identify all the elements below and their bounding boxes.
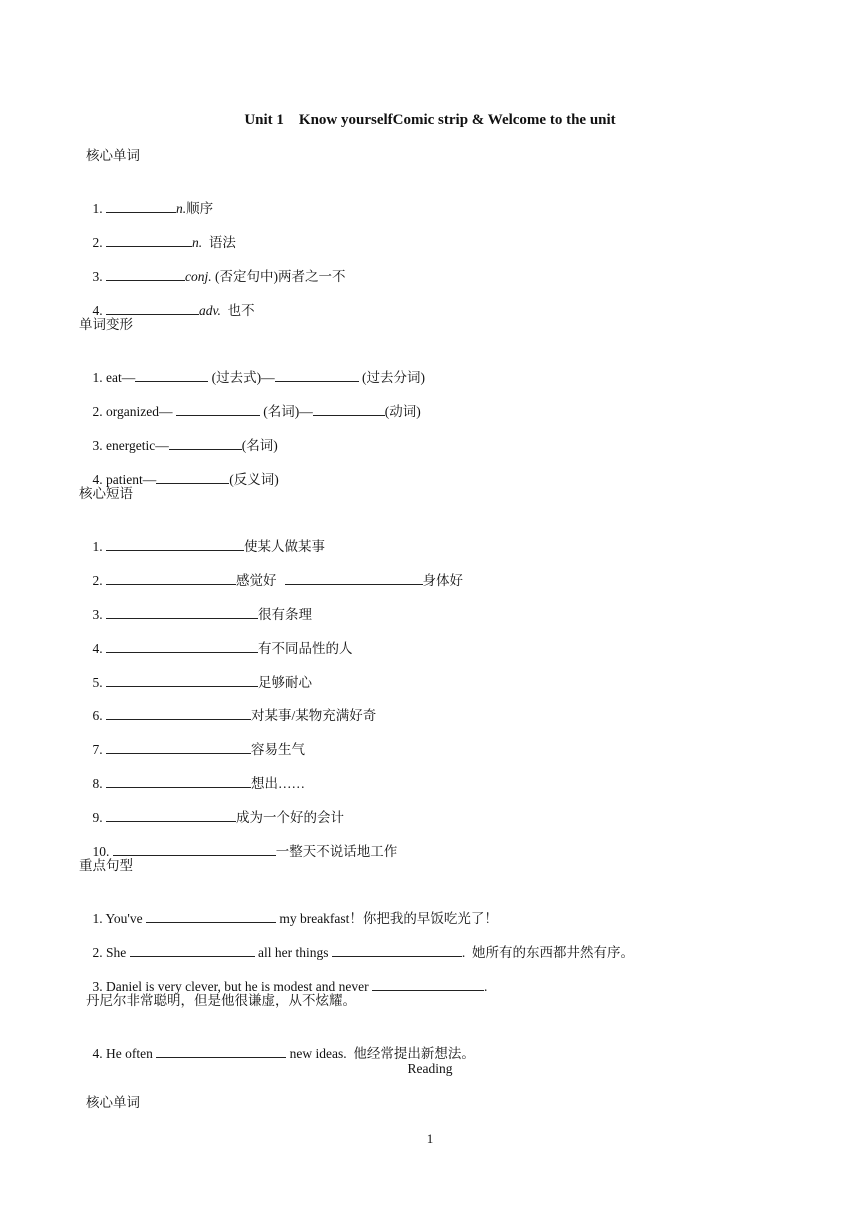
item-text: (过去分词) xyxy=(358,370,425,385)
part-of-speech: n. xyxy=(192,235,203,250)
item-text: (反义词) xyxy=(229,472,279,487)
part-of-speech: adv. xyxy=(199,303,221,318)
chinese-meaning: (否定句中)两者之一不 xyxy=(211,269,346,284)
item-number: 4. xyxy=(92,303,106,318)
item-number: 5. xyxy=(92,675,106,690)
chinese-meaning: 语法 xyxy=(202,235,236,250)
list-item xyxy=(79,756,305,791)
answer-blank[interactable] xyxy=(106,233,192,247)
answer-blank[interactable] xyxy=(106,199,176,213)
answer-blank[interactable] xyxy=(106,808,236,822)
item-text: my breakfast！你把我的早饭吃光了！ xyxy=(275,911,498,926)
answer-blank[interactable] xyxy=(169,436,242,450)
item-number: 10. xyxy=(92,844,113,859)
item-number: 1. xyxy=(92,539,106,554)
list-item xyxy=(79,384,421,419)
item-text: 1. eat— xyxy=(92,370,136,385)
item-number: 4. xyxy=(92,641,106,656)
answer-blank[interactable] xyxy=(135,368,208,382)
item-text: all her things xyxy=(254,945,332,960)
list-item xyxy=(79,688,377,723)
section-heading-key-sentences: 重点句型 xyxy=(79,858,133,873)
list-item xyxy=(79,959,488,994)
list-item xyxy=(79,249,346,284)
part-of-speech: n. xyxy=(176,201,187,216)
chinese-meaning: 顺序 xyxy=(186,201,214,216)
item-text: 1. You've xyxy=(92,911,146,926)
item-text: (名词)— xyxy=(259,404,313,419)
list-item xyxy=(79,655,312,690)
list-item xyxy=(79,418,278,453)
answer-blank[interactable] xyxy=(332,943,462,957)
item-text: (名词) xyxy=(241,438,278,453)
item-text: (动词) xyxy=(384,404,421,419)
item-text: 3. energetic— xyxy=(92,438,169,453)
list-item xyxy=(79,621,353,656)
answer-blank[interactable] xyxy=(106,673,258,687)
answer-blank[interactable] xyxy=(106,301,199,315)
item-text: 2. organized— xyxy=(92,404,176,419)
chinese-meaning: 对某事/某物充满好奇 xyxy=(251,708,377,723)
item-text: . xyxy=(484,979,488,994)
chinese-meaning: 想出…… xyxy=(251,776,305,791)
answer-blank[interactable] xyxy=(176,402,260,416)
answer-blank[interactable] xyxy=(130,943,255,957)
answer-blank[interactable] xyxy=(106,774,251,788)
chinese-meaning: 感觉好 xyxy=(236,573,277,588)
item-number: 3. xyxy=(92,607,106,622)
chinese-meaning: 足够耐心 xyxy=(258,675,312,690)
item-text: 4. patient— xyxy=(92,472,157,487)
list-item xyxy=(79,215,236,250)
list-item xyxy=(79,790,344,825)
list-item xyxy=(79,452,279,487)
list-item xyxy=(79,181,214,216)
answer-blank[interactable] xyxy=(372,977,484,991)
section-heading-core-phrases: 核心短语 xyxy=(79,486,133,501)
answer-blank[interactable] xyxy=(275,368,359,382)
chinese-meaning: 也不 xyxy=(220,303,255,318)
item-number: 1. xyxy=(92,201,106,216)
answer-blank[interactable] xyxy=(106,571,236,585)
item-number: 2. xyxy=(92,573,106,588)
answer-blank[interactable] xyxy=(106,267,185,281)
item-number: 8. xyxy=(92,776,106,791)
item-text: 2. She xyxy=(92,945,130,960)
answer-blank[interactable] xyxy=(106,639,258,653)
chinese-meaning: 成为一个好的会计 xyxy=(236,810,344,825)
translation-line: 丹尼尔非常聪明，但是他很谦虚，从不炫耀。 xyxy=(86,993,356,1008)
item-text: 3. Daniel is very clever, but he is modest and never xyxy=(92,979,372,994)
section-heading-core-words: 核心单词 xyxy=(86,1095,140,1110)
answer-blank[interactable] xyxy=(146,909,276,923)
chinese-meaning: 身体好 xyxy=(422,573,463,588)
answer-blank[interactable] xyxy=(113,842,276,856)
item-number: 9. xyxy=(92,810,106,825)
chinese-meaning: 使某人做某事 xyxy=(244,539,325,554)
list-item xyxy=(79,553,463,588)
list-item xyxy=(79,925,634,960)
list-item xyxy=(79,722,305,757)
chinese-meaning: 一整天不说话地工作 xyxy=(275,844,398,859)
answer-blank[interactable] xyxy=(106,537,244,551)
list-item xyxy=(79,824,398,859)
item-text: 4. He often xyxy=(92,1046,157,1061)
page-title: Unit 1 Know yourselfComic strip & Welcome to the unit xyxy=(244,112,616,128)
answer-blank[interactable] xyxy=(156,470,229,484)
item-text: new ideas. 他经常提出新想法。 xyxy=(286,1046,475,1061)
answer-blank[interactable] xyxy=(106,706,251,720)
chinese-meaning: 很有条理 xyxy=(258,607,312,622)
section-heading-reading: Reading xyxy=(407,1061,453,1076)
item-number: 3. xyxy=(92,269,106,284)
list-item xyxy=(79,891,498,926)
item-number: 7. xyxy=(92,742,106,757)
list-item xyxy=(79,1026,475,1061)
chinese-meaning: 容易生气 xyxy=(251,742,305,757)
list-item xyxy=(79,587,312,622)
list-item xyxy=(79,350,425,385)
item-text: (过去式)— xyxy=(208,370,275,385)
answer-blank[interactable] xyxy=(285,571,423,585)
list-item xyxy=(79,519,325,554)
part-of-speech: conj. xyxy=(185,269,212,284)
chinese-meaning: 有不同品性的人 xyxy=(258,641,353,656)
section-heading-word-forms: 单词变形 xyxy=(79,317,133,332)
item-number: 6. xyxy=(92,708,106,723)
answer-blank[interactable] xyxy=(106,740,251,754)
answer-blank[interactable] xyxy=(313,402,385,416)
item-number: 2. xyxy=(92,235,106,250)
answer-blank[interactable] xyxy=(106,605,258,619)
item-text: . 她所有的东西都井然有序。 xyxy=(461,945,634,960)
section-heading-core-words: 核心单词 xyxy=(86,148,140,163)
page-number: 1 xyxy=(426,1131,434,1146)
answer-blank[interactable] xyxy=(156,1044,286,1058)
list-item xyxy=(79,283,255,318)
